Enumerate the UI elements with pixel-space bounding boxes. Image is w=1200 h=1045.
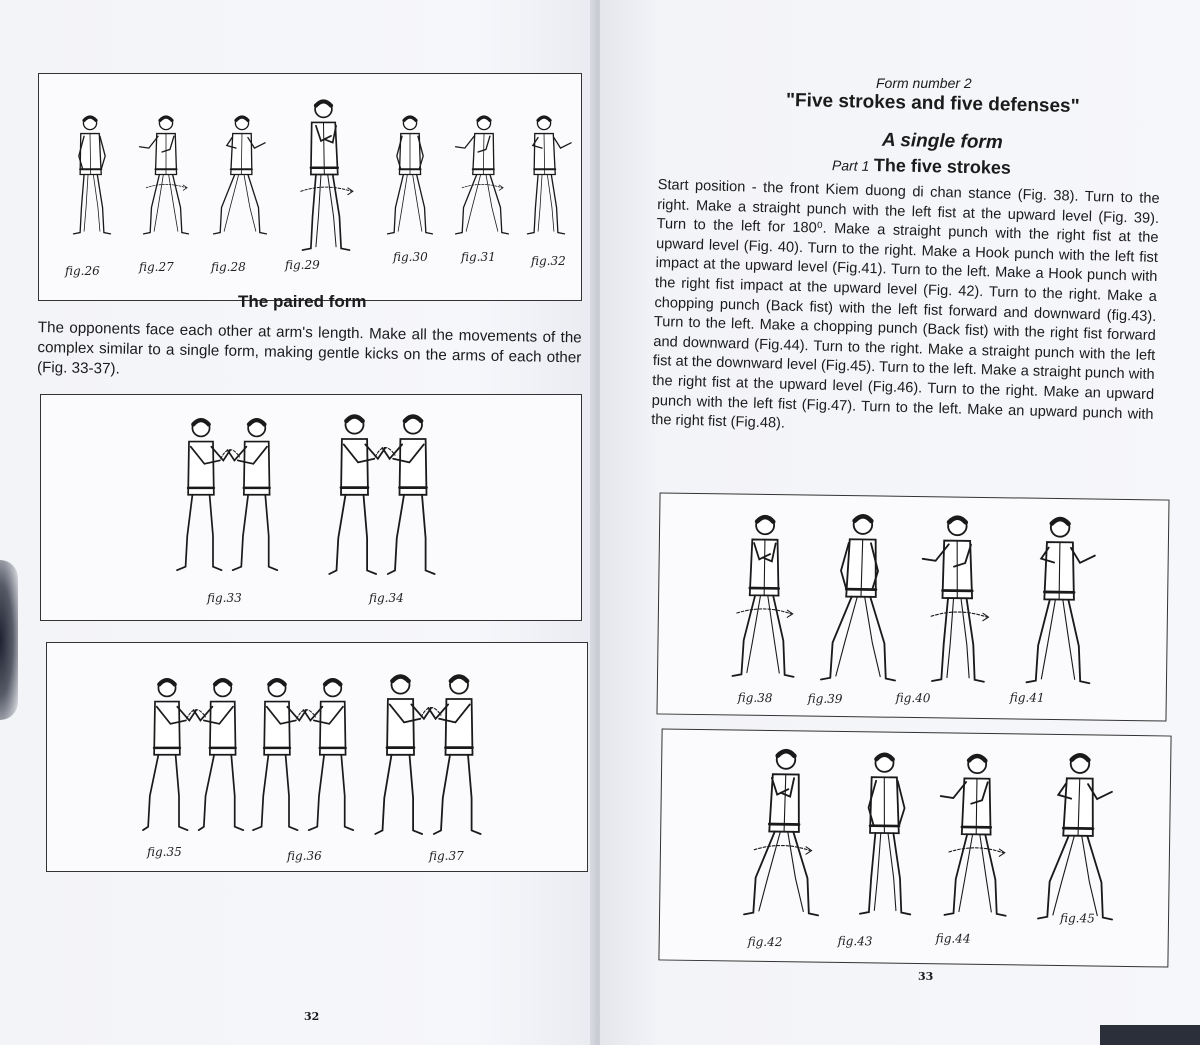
figure-caption: fig.26 [65, 264, 100, 278]
figure-33 [171, 403, 291, 583]
figure-panel-38-41 [656, 492, 1169, 721]
figure-caption: fig.32 [531, 254, 566, 268]
figure-drawing [207, 82, 273, 267]
figure-35 [137, 663, 257, 843]
figure-caption: fig.33 [207, 591, 242, 605]
edge-shadow [0, 560, 18, 720]
part-heading [832, 154, 1011, 179]
form-number: Form number 2 [876, 75, 972, 91]
paragraph: The opponents face each other at arm's length. Make all the movements of the complex similar to a single form, making gentle kicks on the arms of each other (Fig. 33-37). [36, 318, 582, 378]
figure-drawing [377, 82, 443, 267]
figure-drawing [133, 82, 199, 267]
figure-32 [513, 82, 579, 267]
figure-39 [808, 504, 911, 690]
figure-30 [377, 82, 443, 267]
figure-caption: fig.39 [807, 691, 843, 707]
part-title: The five strokes [873, 155, 1012, 178]
figure-28 [207, 82, 273, 267]
figure-caption: fig.40 [895, 690, 931, 706]
right-page [600, 0, 1200, 1045]
figure-drawing [513, 82, 579, 267]
figure-drawing [449, 82, 515, 267]
left-page [0, 0, 596, 1045]
figure-27 [133, 82, 199, 267]
part-label: Part 1 [831, 157, 870, 174]
figure-45 [1020, 742, 1133, 929]
figure-40 [908, 505, 1011, 691]
figure-43 [840, 740, 933, 926]
figure-38 [718, 502, 811, 688]
figure-panel-35-37 [46, 642, 588, 872]
figure-caption: fig.30 [393, 250, 428, 264]
page-title: "Five strokes and five defenses" [785, 89, 1080, 118]
figure-drawing [137, 663, 257, 843]
figure-drawing [930, 741, 1023, 927]
figure-caption: fig.31 [461, 250, 496, 264]
figure-drawing [59, 82, 125, 267]
figure-31 [449, 82, 515, 267]
figure-drawing [726, 738, 839, 925]
figure-drawing [1020, 742, 1133, 929]
figure-drawing [247, 663, 367, 843]
figure-29 [284, 82, 368, 267]
page-number: 32 [304, 1010, 320, 1023]
figure-drawing [321, 403, 451, 583]
figure-drawing [171, 403, 291, 583]
figure-caption: fig.38 [737, 690, 773, 706]
figure-caption: fig.45 [1059, 911, 1095, 926]
paragraph: Start position - the front Kiem duong di chan stance (Fig. 38). Turn to the right. Make a straight punch with the left fist at the upward level (Fig. 39). Turn to the left for 180⁰. Make a straight punch with the right fist at the upward level (Fig. 40). Turn to the right. Make a Hook punch with the left fist impact at the upward level (Fig.41). Turn to the left. Make a Hook punch with the right fist impact at the upward level (Fig. 42). Turn to the right. Make a chopping punch (Back fist) with the left fist forward and downward (fig.43). Turn to the left. Make a chopping punch (Back fist) with the right fist forward and downward (Fig.44). Turn to the right. Make a straight punch with the left fist at the downward level (Fig.45). Turn to the left. Make a straight punch with the right fist at the upward level (Fig.46). Turn to the right. Make an upward punch with the left fist (Fig.47). Turn to the left. Make an upward punch with the right fist (Fig.48). [650, 176, 1160, 432]
figure-panel-26-32 [38, 73, 582, 301]
figure-caption: fig.44 [935, 931, 971, 946]
figure-drawing [840, 740, 933, 926]
page-number: 33 [918, 970, 934, 983]
figure-36 [247, 663, 367, 843]
figure-37 [367, 663, 497, 843]
page-subtitle: A single form [881, 129, 1003, 154]
figure-drawing [718, 502, 811, 688]
figure-26 [59, 82, 125, 267]
figure-caption: fig.35 [147, 845, 182, 859]
figure-panel-33-34 [40, 394, 582, 621]
figure-34 [321, 403, 451, 583]
figure-caption: fig.41 [1009, 690, 1045, 705]
figure-41 [1003, 506, 1116, 693]
figure-caption: fig.27 [139, 260, 174, 274]
figure-drawing [1003, 506, 1116, 693]
figure-panel-42-45 [658, 728, 1171, 967]
bottom-corner-shadow [1100, 1025, 1200, 1045]
figure-44 [930, 741, 1023, 927]
figure-drawing [284, 82, 368, 267]
figure-caption: fig.29 [285, 258, 320, 272]
figure-drawing [908, 505, 1011, 691]
figure-caption: fig.34 [369, 591, 404, 605]
figure-caption: fig.43 [837, 933, 873, 949]
figure-drawing [367, 663, 497, 843]
figure-caption: fig.37 [429, 849, 464, 863]
figure-caption: fig.36 [287, 849, 322, 863]
figure-42 [726, 738, 839, 925]
section-heading: The paired form [238, 292, 367, 311]
figure-caption: fig.28 [211, 260, 246, 274]
figure-drawing [808, 504, 911, 690]
figure-caption: fig.42 [747, 934, 783, 950]
